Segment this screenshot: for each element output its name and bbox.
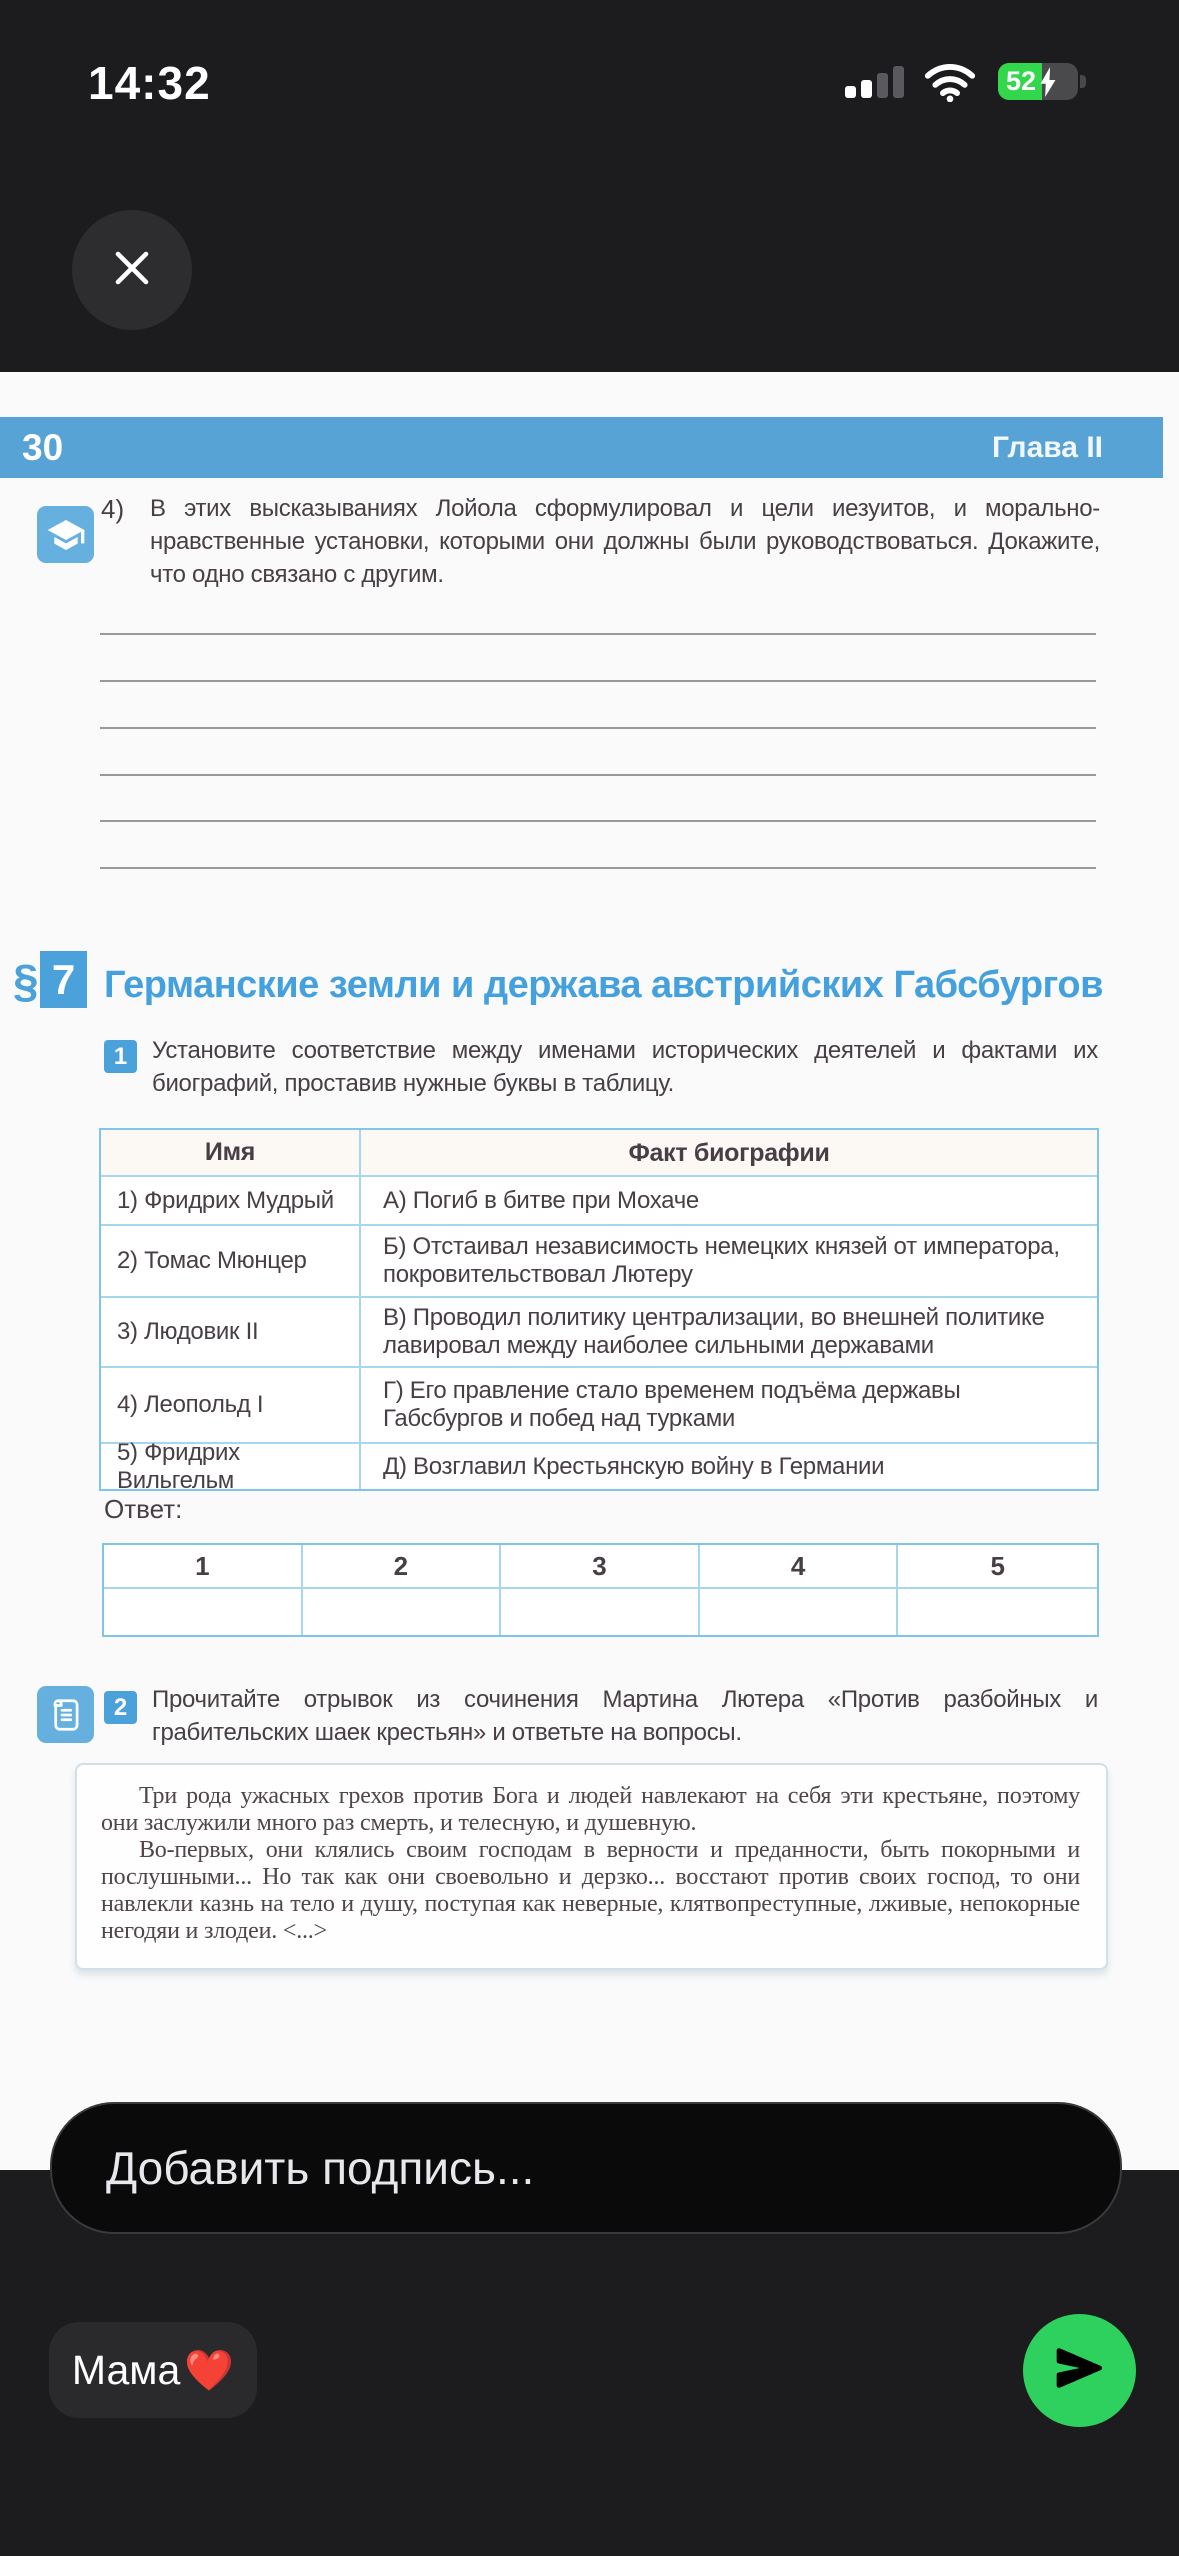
answer-cell <box>501 1589 700 1635</box>
source-quote-box <box>75 1763 1108 1970</box>
chapter-label: Глава II <box>992 431 1103 464</box>
wifi-icon <box>922 62 978 107</box>
answer-table <box>102 1543 1099 1637</box>
table-row <box>101 1224 1097 1296</box>
table-row <box>101 1438 1097 1494</box>
caption-input[interactable] <box>50 2102 1122 2234</box>
close-button[interactable] <box>72 210 192 330</box>
table-row <box>101 1296 1097 1366</box>
photo-preview-textbook-page <box>0 372 1179 2170</box>
writing-line <box>100 680 1096 682</box>
fact-cell: В) Проводил политику централизации, во внешней политике лавировал между наиболее сильными державами <box>383 1304 1045 1359</box>
name-cell: 2) Томас Мюнцер <box>101 1226 361 1296</box>
table-row <box>101 1175 1097 1224</box>
answer-value-row <box>104 1589 1097 1635</box>
name-cell: 5) Фридрих Вильгельм <box>101 1444 361 1489</box>
table-row <box>101 1366 1097 1442</box>
section-number-badge: 7 <box>40 951 87 1008</box>
clock: 14:32 <box>88 57 211 109</box>
writing-line <box>100 867 1096 869</box>
col-header-name: Имя <box>101 1130 361 1175</box>
page-number: 30 <box>22 427 64 468</box>
heart-emoji: ❤️ <box>184 2348 235 2393</box>
quote-paragraph-2: Во-первых, они клялись своим господам в верности и преданности, быть покорными и послушными... Но так как они своевольно и дерзко... восстают против своих господ, то они навлекли казнь на тело и душу, поступая как неверные, клятвопреступные, лживые, непокорные негодяи и злодеи. <...> <box>101 1837 1080 1944</box>
scroll-document-icon <box>37 1686 94 1743</box>
charging-bolt-icon <box>1038 67 1058 100</box>
table-header-row <box>101 1130 1097 1175</box>
writing-line <box>100 633 1096 635</box>
task1-text: Установите соответствие между именами исторических деятелей и фактами их биографий, проставив нужные буквы в таблицу. <box>152 1037 1098 1097</box>
task4-number: 4) <box>101 494 125 524</box>
task1-number-badge: 1 <box>104 1040 137 1073</box>
battery-icon <box>998 63 1078 100</box>
page-header-bar <box>0 417 1163 478</box>
answer-label: Ответ: <box>104 1494 183 1524</box>
name-cell: 4) Леопольд I <box>101 1368 361 1442</box>
caption-placeholder: Добавить подпись... <box>106 2142 535 2194</box>
cellular-signal-icon <box>845 64 907 98</box>
answer-col-header: 5 <box>990 1550 1005 1581</box>
close-icon <box>108 244 156 297</box>
paragraph-sign: § <box>13 955 39 1007</box>
fact-cell: Б) Отстаивал независимость немецких князей от императора, покровительствовал Лютеру <box>383 1233 1060 1288</box>
answer-cell <box>898 1589 1097 1635</box>
fact-cell: Д) Возглавил Крестьянскую войну в Германии <box>383 1452 885 1480</box>
graduation-cap-icon <box>37 506 94 563</box>
answer-col-header: 2 <box>303 1545 502 1587</box>
recipient-chip[interactable] <box>49 2322 257 2418</box>
answer-col-header: 1 <box>104 1545 303 1587</box>
writing-line <box>100 820 1096 822</box>
battery-cap <box>1080 75 1086 88</box>
answer-header-row <box>104 1545 1097 1589</box>
send-button[interactable] <box>1023 2314 1136 2427</box>
battery-percent: 52 <box>1005 66 1037 96</box>
name-cell: 1) Фридрих Мудрый <box>101 1177 361 1224</box>
writing-line <box>100 774 1096 776</box>
task2-number-badge: 2 <box>104 1691 137 1724</box>
task2-text: Прочитайте отрывок из сочинения Мартина Лютера «Против разбойных и грабительских шаек крестьян» и ответьте на вопросы. <box>152 1686 1098 1746</box>
section-title: Германские земли и держава австрийских Габсбургов <box>104 964 1103 1006</box>
answer-col-header: 3 <box>501 1545 700 1587</box>
send-icon <box>1052 2340 1108 2401</box>
writing-line <box>100 727 1096 729</box>
answer-cell <box>104 1589 303 1635</box>
fact-cell: А) Погиб в битве при Мохаче <box>383 1186 699 1214</box>
recipient-name: Мама <box>71 2346 181 2393</box>
answer-cell <box>303 1589 502 1635</box>
matching-table <box>99 1128 1099 1494</box>
answer-cell <box>700 1589 899 1635</box>
col-header-fact: Факт биографии <box>628 1138 830 1167</box>
name-cell: 3) Людовик II <box>101 1298 361 1366</box>
fact-cell: Г) Его правление стало временем подъёма державы Габсбургов и побед над турками <box>383 1377 961 1432</box>
quote-paragraph-1: Три рода ужасных грехов против Бога и людей навлекают на себя эти крестьяне, поэтому они заслужили много раз смерть, и телесную, и душевную. <box>101 1783 1080 1836</box>
task4-text: В этих высказываниях Лойола сформулировал и цели иезуитов, и морально-нравственные установки, которыми они должны были руководствоваться. Докажите, что одно связано с другим. <box>150 495 1100 588</box>
answer-col-header: 4 <box>700 1545 899 1587</box>
